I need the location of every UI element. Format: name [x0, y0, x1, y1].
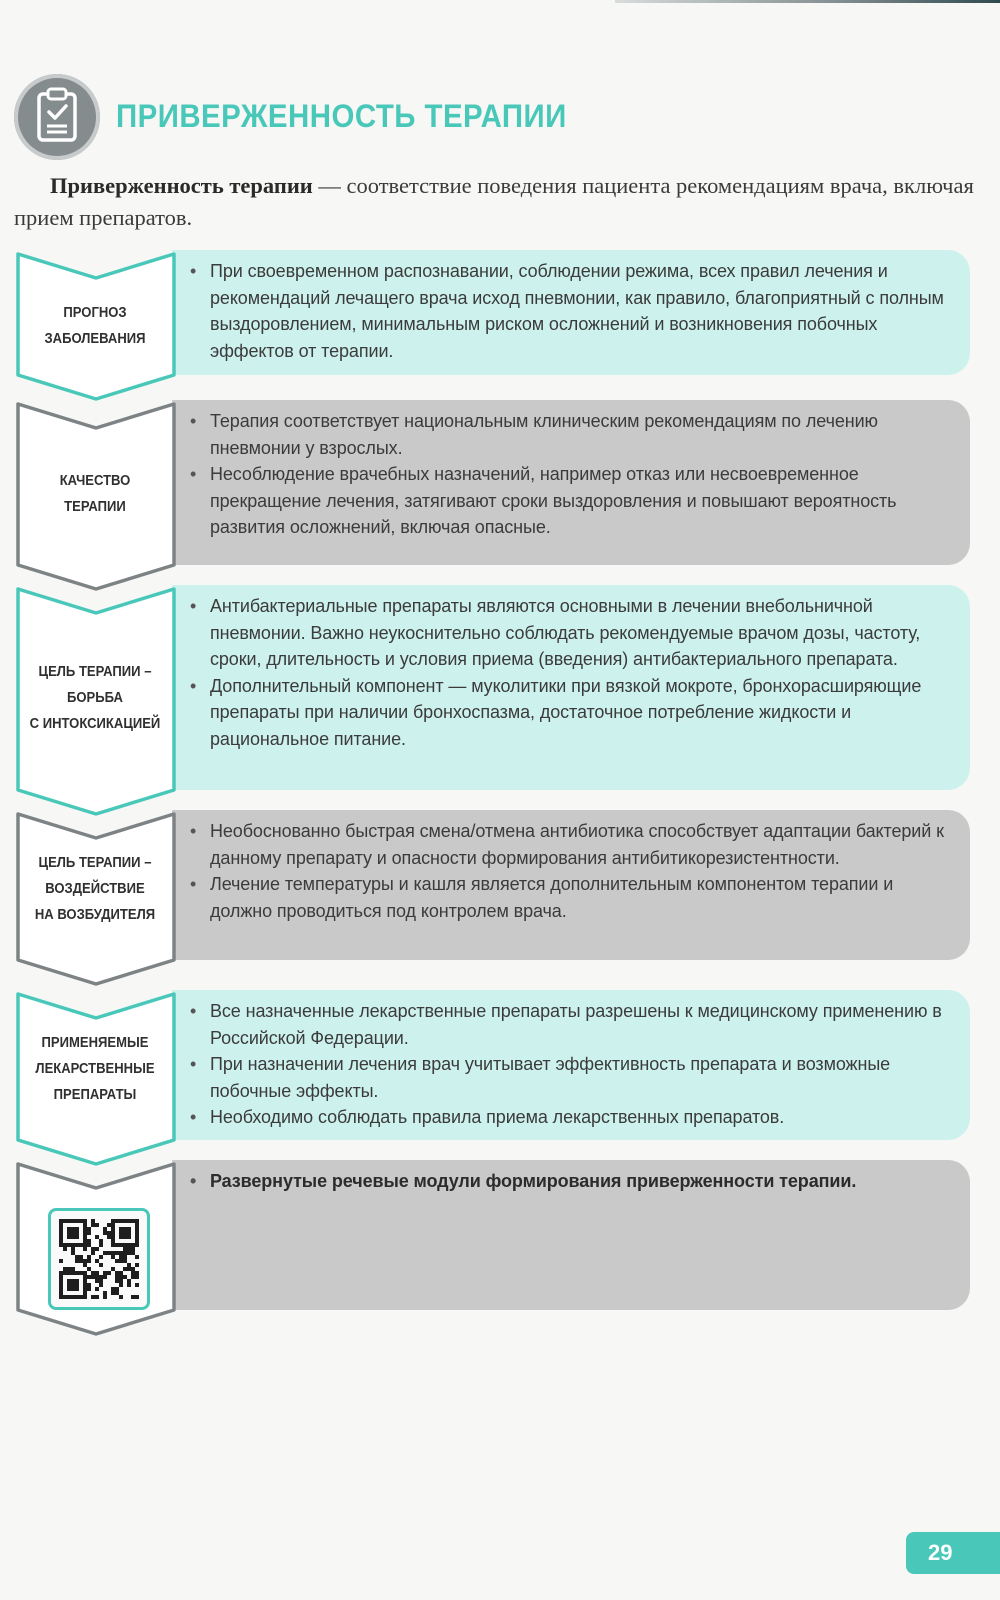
- bullet-item: • Дополнительный компонент — муколитики при вязкой мокроте, бронхорасширяющие препараты при наличии бронхоспазма, достаточное потребление жидкости и рациональное питание.: [186, 673, 950, 753]
- qr-code-icon[interactable]: [48, 1208, 150, 1310]
- bullet-item: • Лечение температуры и кашля является дополнительным компонентом терапии и должно проводиться под контролем врача.: [186, 871, 950, 924]
- row-bullets: [186, 593, 950, 752]
- bullet-item: • Необходимо соблюдать правила приема лекарственных препаратов.: [186, 1104, 950, 1131]
- bullet-item: • Все назначенные лекарственные препараты разрешены к медицинскому применению в Российской Федерации.: [186, 998, 950, 1051]
- bullet-item: • Несоблюдение врачебных назначений, например отказ или несвоевременное прекращение лечения, затягивают сроки выздоровления и повышают вероятность развития осложнений, включая опасные.: [186, 461, 950, 541]
- row-therapy-quality: [14, 400, 970, 565]
- row-label: ПРИМЕНЯЕМЫЕ ЛЕКАРСТВЕННЫЕ ПРЕПАРАТЫ: [35, 1035, 155, 1103]
- intro-paragraph: [14, 170, 974, 234]
- bullet-item: • Антибактериальные препараты являются основными в лечении внебольничной пневмонии. Важно неукоснительно соблюдать рекомендуемые врачом дозы, частоту, сроки, длительность и условия приема (введения) антибактериального препарата.: [186, 593, 950, 673]
- row-bullets: [186, 258, 950, 364]
- row-therapy-goal-pathogen: [14, 810, 970, 960]
- row-bullets: [186, 1168, 950, 1195]
- bullet-item: • Необоснованно быстрая смена/отмена антибиотика способствует адаптации бактерий к данному препарату и опасности формирования антибитикорезистентности.: [186, 818, 950, 871]
- page-title: ПРИВЕРЖЕННОСТЬ ТЕРАПИИ: [116, 98, 567, 134]
- bullet-item: • Терапия соответствует национальным клиническим рекомендациям по лечению пневмонии у взрослых.: [186, 408, 950, 461]
- row-bullets: [186, 818, 950, 924]
- row-label: КАЧЕСТВО ТЕРАПИИ: [59, 473, 131, 515]
- row-therapy-goal-intoxication: [14, 585, 970, 790]
- row-label: ЦЕЛЬ ТЕРАПИИ – БОРЬБА С ИНТОКСИКАЦИЕЙ: [29, 664, 161, 732]
- row-bullets: [186, 408, 950, 541]
- intro-term: Приверженность терапии: [50, 173, 313, 198]
- bullet-item: • Развернутые речевые модули формирования приверженности терапии.: [186, 1168, 950, 1195]
- bullet-item: • При своевременном распознавании, соблюдении режима, всех правил лечения и рекомендаций лечащего врача исход пневмонии, как правило, благоприятный с полным выздоровлением, минимальным риском осложнений и возникновения побочных эффектов от терапии.: [186, 258, 950, 364]
- clipboard-check-icon: [14, 74, 100, 160]
- row-speech-modules: [14, 1160, 970, 1310]
- intro-definition: — соответствие поведения пациента рекомендациям врача, включая прием препаратов.: [14, 173, 974, 230]
- row-medications: [14, 990, 970, 1140]
- row-bullets: [186, 998, 950, 1131]
- row-label: ПРОГНОЗ ЗАБОЛЕВАНИЯ: [44, 305, 146, 347]
- top-rule: [615, 0, 1000, 3]
- row-prognosis: [14, 250, 970, 375]
- page-number: 29: [906, 1532, 1000, 1574]
- row-label: ЦЕЛЬ ТЕРАПИИ – ВОЗДЕЙСТВИЕ НА ВОЗБУДИТЕЛЯ: [34, 855, 156, 923]
- bullet-item: • При назначении лечения врач учитывает эффективность препарата и возможные побочные эффекты.: [186, 1051, 950, 1104]
